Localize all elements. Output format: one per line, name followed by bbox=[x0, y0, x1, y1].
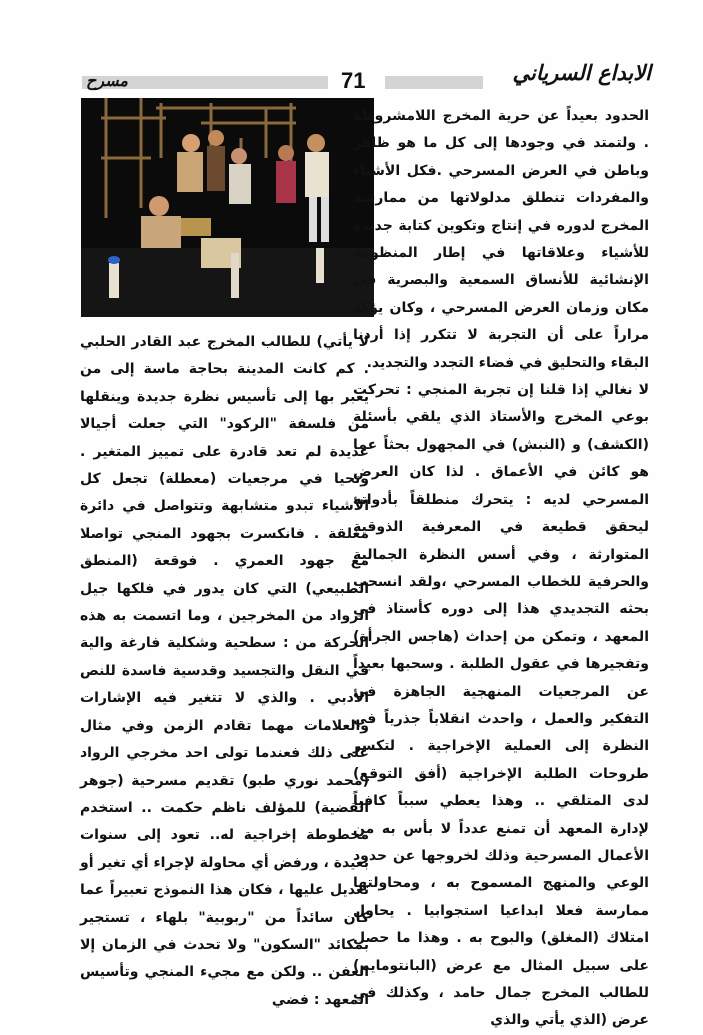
magazine-title: الابداع السرياني bbox=[512, 61, 651, 85]
paragraph: لا نغالي إذا قلنا إن تجربة المنجي : تحركت بوعي المخرج والأستاذ الذي يلقي بأسئلة (الكشف) و (النبش) في المجهول بحثاً عما هو كائن في الأعماق . لذا كان العرض المسرحي لديه : يتحرك منطلقاً بأدواته ليحقق قطيعة في المعرفية الذوقية المتوارثة ، وفي أسس النظرة الجمالية والحرفية للخطاب المسرحي ،ولقد انسحب بحثه التجديدي هذا إلى دوره كأستاذ في المعهد ، وتمكن من إحداث (هاجس الجرأة) وتفجيرها في عقول الطلبة . وسحبها بعيداً عن المرجعيات المنهجية الجاهزة في التفكير والعمل ، واحدث انقلاباً جذرياً في النظرة إلى العملية الإخراجية . لتكسر طروحات الطلبة الإخراجية (أفق التوقع) لدى المتلقي .. وهذا يعطي سبباً كافياً لإدارة المعهد أن تمنع عدداً لا بأس به من الأعمال المسرحية وذلك لخروجها عن حدود الوعي والمنهج المسموح به ، ومحاولتها ممارسة فعلا ابداعيا استجوابيا . يحاول امتلاك (المغلق) والبوح به . وهذا ما حصل على سبيل المثال مع عرض (البانتومايم) للطالب المخرج جمال حامد ، وكذلك في عرض (الذي يأتي والذي bbox=[353, 382, 649, 1029]
paragraph: لا يأتي) للطالب المخرج عبد القادر الحلبي . كم كانت المدينة بحاجة ماسة إلى من يعبر بها إلى تأسيس نظرة جديدة وينقلها من فلسفة "الركود" التي جعلت أجيالا عديدة لم تعد قادرة على تمييز المتغير . وتحيا في مرجعيات (معطلة) تجعل كل الأشياء تبدو متشابهة وتتواصل في دائرة مغلقة . فانكسرت بجهود المنجي تواصلا مع جهود العمري . فوقعة (المنطق الطبيعي) التي كان يدور في فلكها جيل الرواد من المخرجين ، وما اتسمت به هذه الحركة من : سطحية وشكلية فارغة والية في النقل والتجسيد وقدسية فاسدة للنص الأدبي . والذي لا تتغير فيه الإشارات والعلامات مهما تقادم الزمن وفي مثال على ذلك فعندما تولى احد مخرجي الرواد (محمد نوري طبو) تقديم مسرحية (جوهر القضية) للمؤلف ناظم حكمت .. استخدم مخطوطة إخراجية له.. تعود إلى سنوات بعيدة ، ورفض أي محاولة لإجراء أي تغير أو تعديل عليها ، فكان هذا النموذج تعبيراً عما كان سائداً من "ربوبية" بلهاء ، تستجير بمكائد "السكون" ولا تحدث في الزمان إلا العفن .. ولكن مع مجيء المنجي وتأسيس المعهد : فضي bbox=[80, 334, 369, 1008]
section-label: مسرح bbox=[86, 71, 128, 90]
header-band-right bbox=[385, 76, 483, 89]
article-column-right bbox=[353, 103, 649, 1035]
article-column-left bbox=[80, 329, 369, 1014]
stage-photo bbox=[81, 98, 374, 317]
page-number: 71 bbox=[341, 68, 366, 93]
paragraph: الحدود بعيداً عن حرية المخرج اللامشروطة . ولتمتد في وجودها إلى كل ما هو ظاهر وباطن في العرض المسرحي .فكل الأشياء والمفردات تنطلق مدلولاتها من ممارسة المخرج لدوره في إنتاج وتكوين كتابة جديدة للأشياء وعلاقاتها في إطار المنظومة الإنشائية للأنساق السمعية والبصرية في مكان وزمان العرض المسرحي ، وكان يؤكد مراراً على أن التجربة لا تتكرر إذا أردنا البقاء والتحليق في فضاء التجدد والتجديد. bbox=[353, 108, 649, 371]
stage-photo-illustration bbox=[81, 98, 374, 317]
